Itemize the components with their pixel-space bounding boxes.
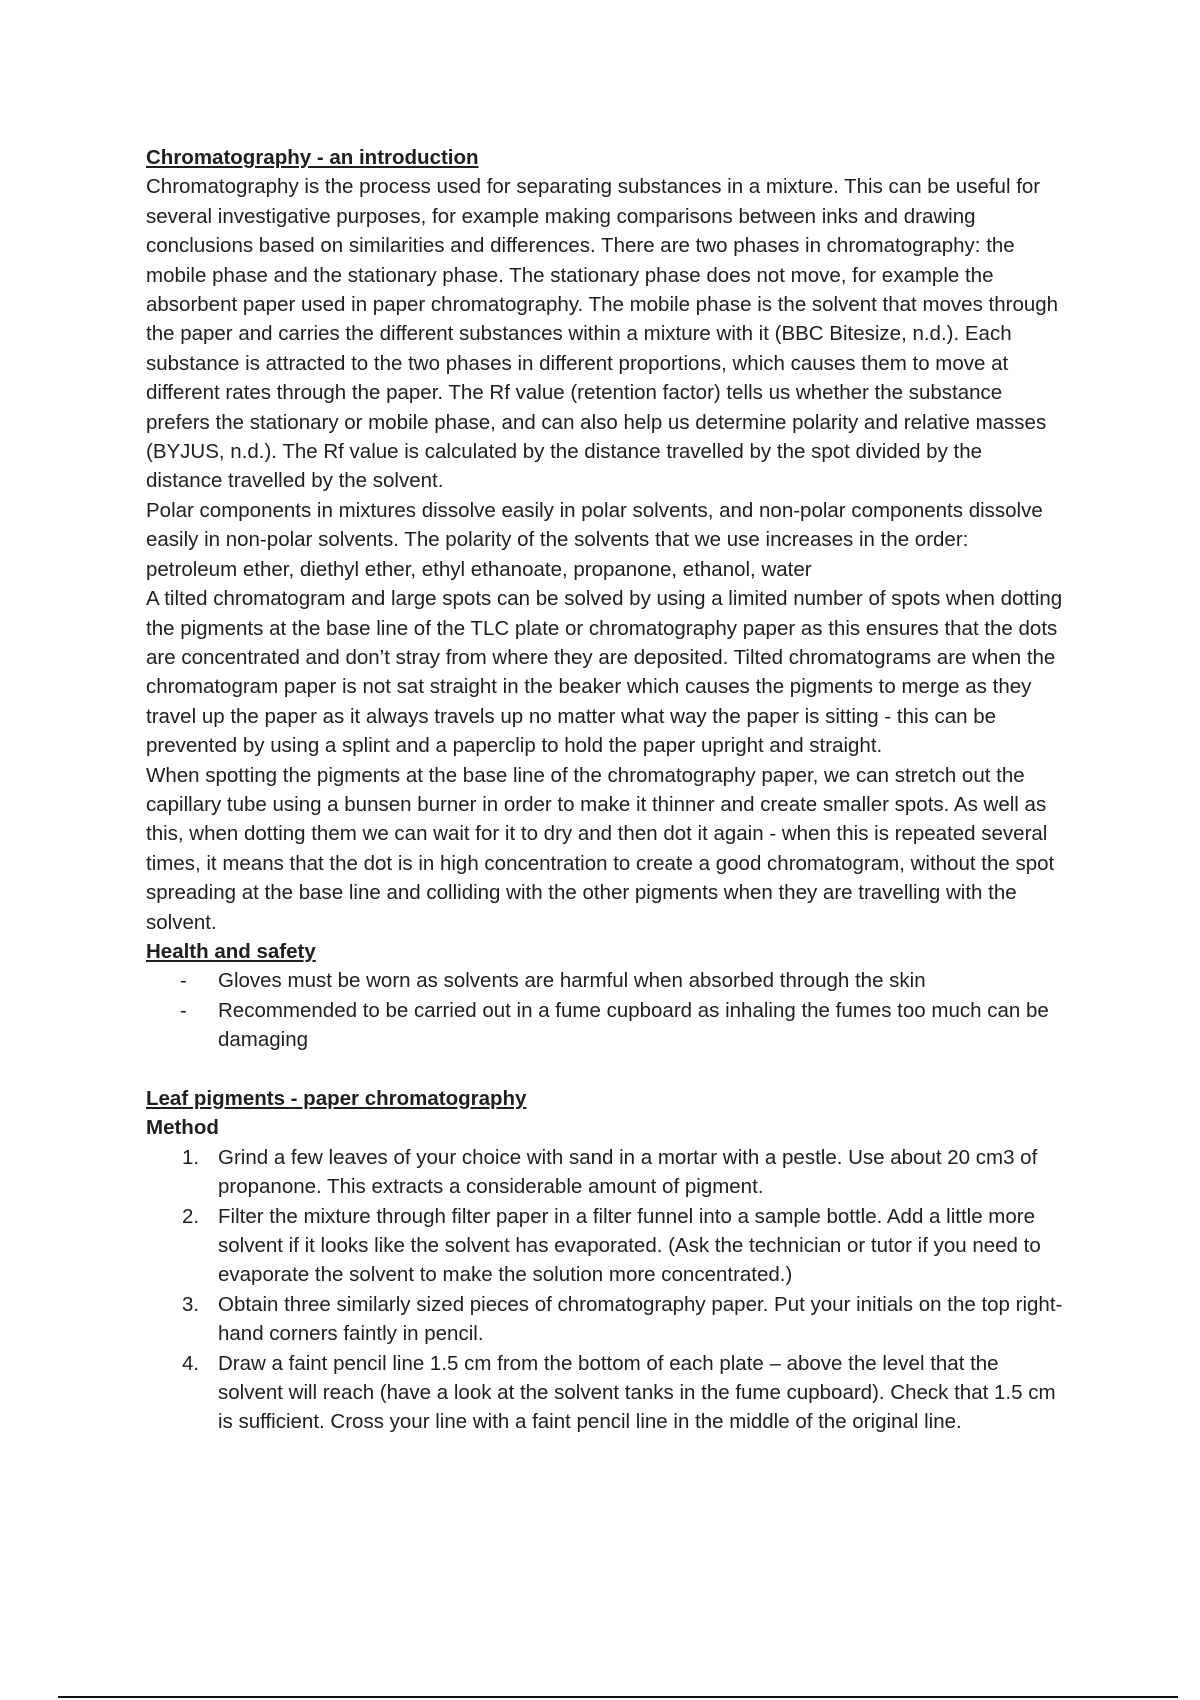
tilted-chromatogram-paragraph: A tilted chromatogram and large spots can be solved by using a limited number of spots when dotting the pigments at the base line of the TLC plate or chromatography paper as this ensures that the dots are concentrated and don’t stray from where they are deposited. Tilted chromatograms are when the chromatogram paper is not sat straight in the beaker which causes the pigments to merge as they travel up the paper as it always travels up no matter what way the paper is sitting - this can be prevented by using a splint and a paperclip to hold the paper upright and straight. <box>146 587 1063 758</box>
health-safety-heading: Health and safety <box>146 939 316 963</box>
step-text: Draw a faint pencil line 1.5 cm from the bottom of each plate – above the level that the solvent will reach (have a look at the solvent tanks in the fume cupboard). Check that 1.5 cm is sufficient. Cross your line with a faint pencil line in the middle of the original line. <box>218 1351 1056 1434</box>
method-step <box>146 1349 1064 1437</box>
method-step <box>146 1143 1064 1202</box>
document-page <box>146 143 1064 1437</box>
method-step <box>146 1290 1064 1349</box>
step-number: 2. <box>182 1204 200 1228</box>
step-text: Grind a few leaves of your choice with sand in a mortar with a pestle. Use about 20 cm3 of propanone. This extracts a considerable amount of pigment. <box>218 1145 1038 1199</box>
list-item-text: Gloves must be worn as solvents are harmful when absorbed through the skin <box>218 969 926 993</box>
list-item-text: Recommended to be carried out in a fume cupboard as inhaling the fumes too much can be damaging <box>218 998 1049 1052</box>
list-item <box>146 966 1064 995</box>
bullet-marker: - <box>180 998 187 1022</box>
leaf-pigments-heading: Leaf pigments - paper chromatography <box>146 1086 527 1110</box>
polarity-paragraph: Polar components in mixtures dissolve easily in polar solvents, and non-polar components dissolve easily in non-polar solvents. The polarity of the solvents that we use increases in the order: <box>146 498 1043 552</box>
solvent-order: petroleum ether, diethyl ether, ethyl ethanoate, propanone, ethanol, water <box>146 557 812 581</box>
step-number: 4. <box>182 1351 200 1375</box>
step-text: Obtain three similarly sized pieces of chromatography paper. Put your initials on the top right-hand corners faintly in pencil. <box>218 1292 1063 1346</box>
list-item <box>146 996 1064 1055</box>
health-safety-list <box>146 966 1064 1054</box>
method-heading: Method <box>146 1116 219 1140</box>
step-text: Filter the mixture through filter paper in a filter funnel into a sample bottle. Add a little more solvent if it looks like the solvent has evaporated. (Ask the technician or tutor if you need to evaporate the solvent to make the solution more concentrated.) <box>218 1204 1041 1287</box>
bullet-marker: - <box>180 969 187 993</box>
step-number: 3. <box>182 1292 200 1316</box>
intro-paragraph: Chromatography is the process used for separating substances in a mixture. This can be useful for several investigative purposes, for example making comparisons between inks and drawing conclusions based on similarities and differences. There are two phases in chromatography: the mobile phase and the stationary phase. The stationary phase does not move, for example the absorbent paper used in paper chromatography. The mobile phase is the solvent that moves through the paper and carries the different substances within a mixture with it (BBC Bitesize, n.d.). Each substance is attracted to the two phases in different proportions, which causes them to move at different rates through the paper. The Rf value (retention factor) tells us whether the substance prefers the stationary or mobile phase, and can also help us determine polarity and relative masses (BYJUS, n.d.). The Rf value is calculated by the distance travelled by the spot divided by the distance travelled by the solvent. <box>146 175 1059 493</box>
section-spacer <box>146 1055 1064 1084</box>
page-bottom-rule <box>58 1696 1178 1698</box>
method-step <box>146 1202 1064 1290</box>
intro-heading: Chromatography - an introduction <box>146 146 479 169</box>
step-number: 1. <box>182 1145 200 1169</box>
method-steps <box>146 1143 1064 1437</box>
spotting-paragraph: When spotting the pigments at the base line of the chromatography paper, we can stretch out the capillary tube using a bunsen burner in order to make it thinner and create smaller spots. As well as this, when dotting them we can wait for it to dry and then dot it again - when this is repeated several times, it means that the dot is in high concentration to create a good chromatogram, without the spot spreading at the base line and colliding with the other pigments when they are travelling with the solvent. <box>146 763 1055 934</box>
